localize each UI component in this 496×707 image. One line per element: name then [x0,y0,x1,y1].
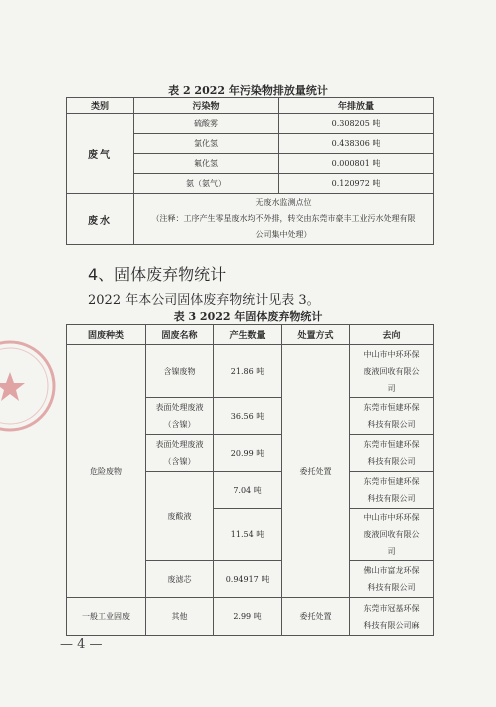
table2-amount: 0.308205 吨 [279,114,434,134]
table3-header-name: 固废名称 [146,325,214,345]
table2-amount: 0.438306 吨 [279,134,434,154]
waste-name-line: 含镍废物 [163,366,196,376]
table3-amount: 7.04 吨 [214,472,282,509]
table3-amount: 20.99 吨 [214,435,282,472]
table3-destination [350,509,434,561]
water-note-line: 公司集中处理） [255,230,312,239]
solid-waste-table [66,324,434,636]
table2-water-note [134,194,434,245]
destination-line: 司 [387,547,396,556]
section-heading: 4、固体废弃物统计 [88,265,227,284]
water-note-line: 无废水监测点位 [255,198,312,207]
destination-line: 东莞市冠基环保 [363,603,420,613]
table3-waste-name [146,345,214,398]
table2-pollutant: 氨（氨气） [134,174,279,194]
waste-name-line: （含镍） [163,457,196,466]
table3-caption: 表 3 2022 年固体废弃物统计 [173,310,323,323]
page-number: — 4 — [60,637,103,652]
waste-name-line: （含镍） [163,420,196,429]
destination-line: 东莞市恒建环保 [363,440,420,449]
table3-destination [350,598,434,636]
table3-amount: 11.54 吨 [214,509,282,561]
table3-general-amount: 2.99 吨 [214,598,282,636]
table2-amount: 0.000801 吨 [279,154,434,174]
table3-destination [350,345,434,398]
table3-destination [350,398,434,435]
waste-name-line: 废酸液 [167,511,192,521]
waste-name-line: 废滤芯 [167,574,192,584]
destination-line: 佛山市富龙环保 [363,566,420,575]
table3-header-type: 固废种类 [67,325,146,345]
table3-destination [350,561,434,598]
table3-header-disposal: 处置方式 [282,325,350,345]
waste-name-line: 表面处理废液 [155,440,204,449]
table2-water-category: 废水 [67,194,134,245]
table2-gas-category: 废气 [67,114,134,194]
destination-line: 中山市中环环保 [363,349,420,359]
table3-hazardous-disposal: 委托处置 [282,345,350,598]
destination-line: 司 [387,383,396,393]
table3-amount: 0.94917 吨 [214,561,282,598]
company-seal [0,338,58,434]
water-note-line: （注释：工序产生零星废水均不外排，转交由东莞市豪丰工业污水处理有限 [151,214,416,223]
table2-pollutant: 氯化氢 [134,134,279,154]
destination-line: 东莞市恒建环保 [363,477,420,486]
table3-amount: 21.86 吨 [214,345,282,398]
table3-destination [350,435,434,472]
destination-line: 科技有限公司麻 [363,620,420,630]
destination-line: 科技有限公司 [367,494,416,503]
destination-line: 科技有限公司 [367,420,416,429]
section-paragraph: 2022 年本公司固体废弃物统计见表 3。 [88,293,320,308]
table2-caption: 表 2 2022 年污染物排放量统计 [168,84,328,97]
table3-waste-name [146,435,214,472]
table3-general-name: 其他 [146,598,214,636]
table3-waste-name [146,472,214,561]
pollutant-table [66,97,434,245]
table2-pollutant: 氟化氢 [134,154,279,174]
table2-pollutant: 硫酸雾 [134,114,279,134]
table3-hazardous-type: 危险废物 [67,345,146,598]
waste-name-line: 表面处理废液 [155,403,204,412]
table3-header-amount: 产生数量 [214,325,282,345]
table3-general-disposal: 委托处置 [282,598,350,636]
table3-destination [350,472,434,509]
table2-header-category: 类别 [67,98,134,114]
table2-header-pollutant: 污染物 [134,98,279,114]
table3-waste-name [146,398,214,435]
table3-general-type: 一般工业固废 [67,598,146,636]
destination-line: 废液回收有限公 [363,366,420,376]
table3-waste-name [146,561,214,598]
destination-line: 科技有限公司 [367,457,416,466]
table3-amount: 36.56 吨 [214,398,282,435]
destination-line: 东莞市恒建环保 [363,403,420,412]
destination-line: 废液回收有限公 [363,530,420,539]
destination-line: 中山市中环环保 [363,513,420,522]
table3-header-destination: 去向 [350,325,434,345]
destination-line: 科技有限公司 [367,583,416,592]
table2-amount: 0.120972 吨 [279,174,434,194]
table2-header-amount: 年排放量 [279,98,434,114]
